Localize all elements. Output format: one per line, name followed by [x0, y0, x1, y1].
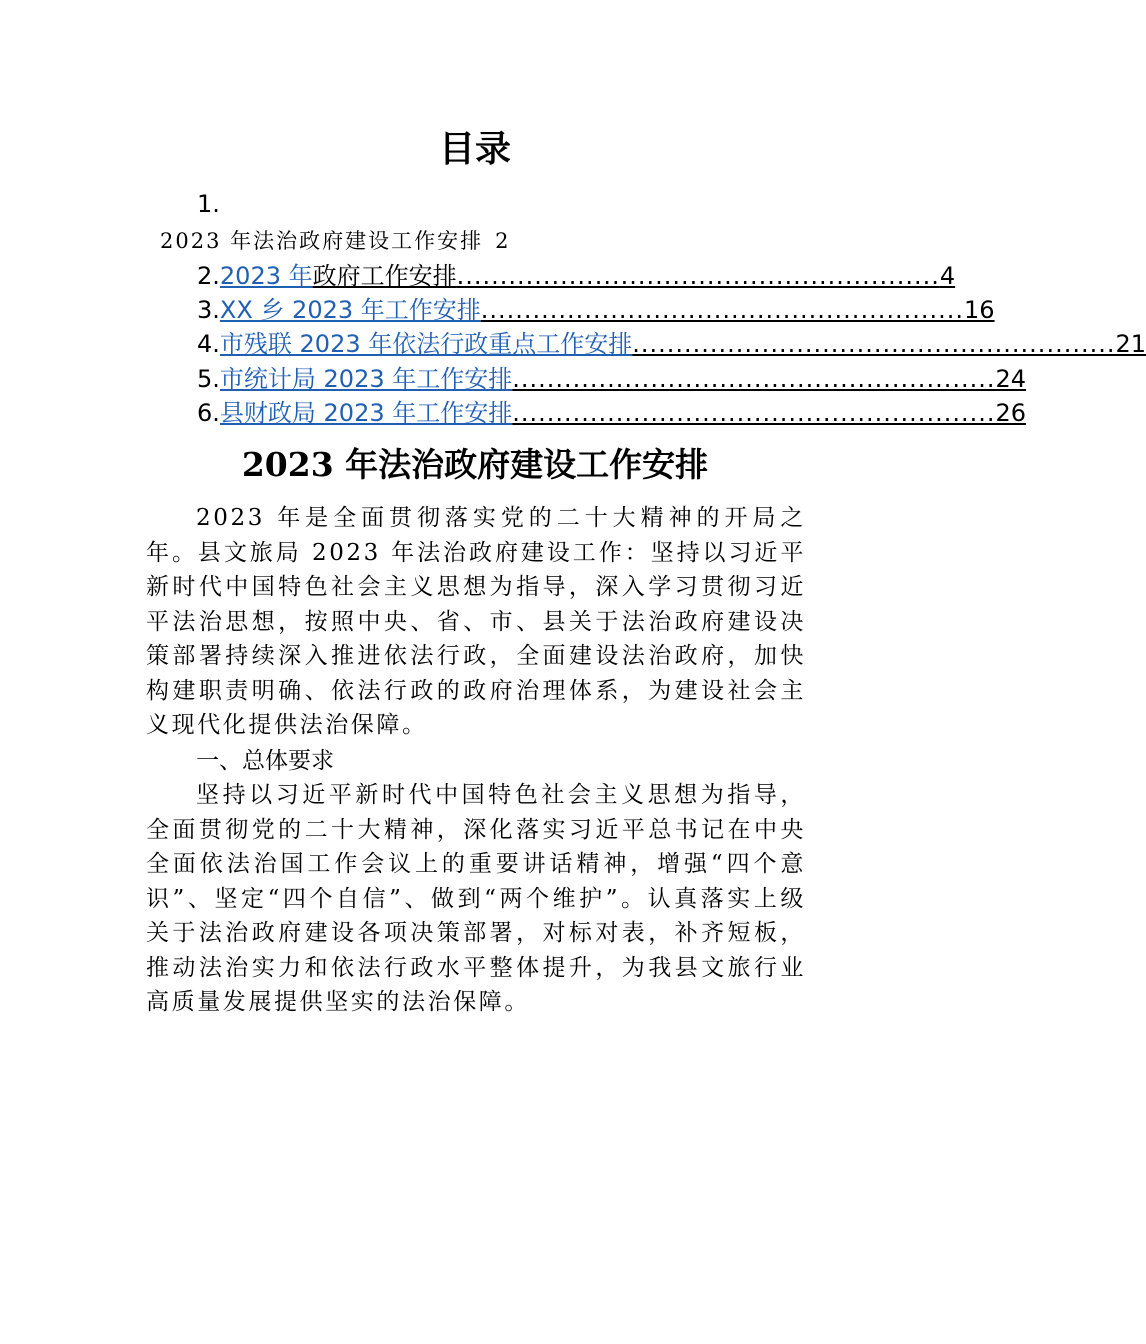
toc-item-page: 21: [1115, 330, 1146, 358]
section-heading: 一、总体要求: [196, 748, 334, 774]
toc-item-link[interactable]: 县财政局 2023 年工作安排: [219, 399, 513, 427]
toc-item-leader: ........................................................: [632, 330, 1116, 358]
toc-item-4[interactable]: [197, 329, 1146, 359]
toc-item-page: 24: [995, 365, 1027, 393]
document-title: 2023 年法治政府建设工作安排: [241, 445, 709, 484]
toc-item-leader: ........................................................: [512, 365, 996, 393]
toc-item-number: 3.: [197, 296, 220, 324]
toc-item-page: 26: [995, 399, 1027, 427]
toc-item-number: 5.: [197, 365, 220, 393]
toc-item-1[interactable]: [160, 228, 511, 254]
toc-item-link[interactable]: 2023 年: [219, 262, 313, 290]
toc-title: 目录: [438, 129, 511, 170]
intro-paragraph: 2023 年是全面贯彻落实党的二十大精神的开局之年。县文旅局 2023 年法治政府建设工作：坚持以习近平新时代中国特色社会主义思想为指导，深入学习贯彻习近平法治思想，按照中央、省、市、县关于法治政府建设决策部署持续深入推进依法行政，全面建设法治政府，加快构建职责明确、依法行政的政府治理体系，为建设社会主义现代化提供法治保障。: [146, 505, 806, 738]
toc-item-link[interactable]: XX 乡 2023 年工作安排: [219, 296, 481, 324]
toc-item-1-number: 1.: [197, 190, 220, 218]
toc-item-page: 4: [939, 262, 956, 290]
toc-item-page: 16: [963, 296, 995, 324]
toc-item-1-text: 2023 年法治政府建设工作安排: [160, 229, 484, 253]
toc-item-number: 4.: [197, 330, 220, 358]
toc-item-text: 政府工作安排: [312, 262, 457, 290]
toc-item-2[interactable]: [197, 261, 956, 291]
toc-item-link[interactable]: 市统计局 2023 年工作安排: [219, 365, 513, 393]
toc-item-number: 2.: [197, 262, 220, 290]
toc-item-5[interactable]: [197, 364, 1027, 394]
toc-item-6[interactable]: [197, 398, 1027, 428]
toc-item-leader: ........................................................: [456, 262, 940, 290]
toc-item-1-page: 2: [495, 229, 511, 253]
toc-item-3[interactable]: [197, 295, 995, 325]
toc-item-link[interactable]: 市残联 2023 年依法行政重点工作安排: [219, 330, 633, 358]
toc-item-leader: ........................................................: [512, 399, 996, 427]
section-paragraph: 坚持以习近平新时代中国特色社会主义思想为指导，全面贯彻党的二十大精神，深化落实习近平总书记在中央全面依法治国工作会议上的重要讲话精神，增强“四个意识”、坚定“四个自信”、做到“两个维护”。认真落实上级关于法治政府建设各项决策部署，对标对表，补齐短板，推动法治实力和依法行政水平整体提升，为我县文旅行业高质量发展提供坚实的法治保障。: [146, 782, 806, 1015]
toc-item-leader: ........................................................: [480, 296, 964, 324]
toc-item-number: 6.: [197, 399, 220, 427]
